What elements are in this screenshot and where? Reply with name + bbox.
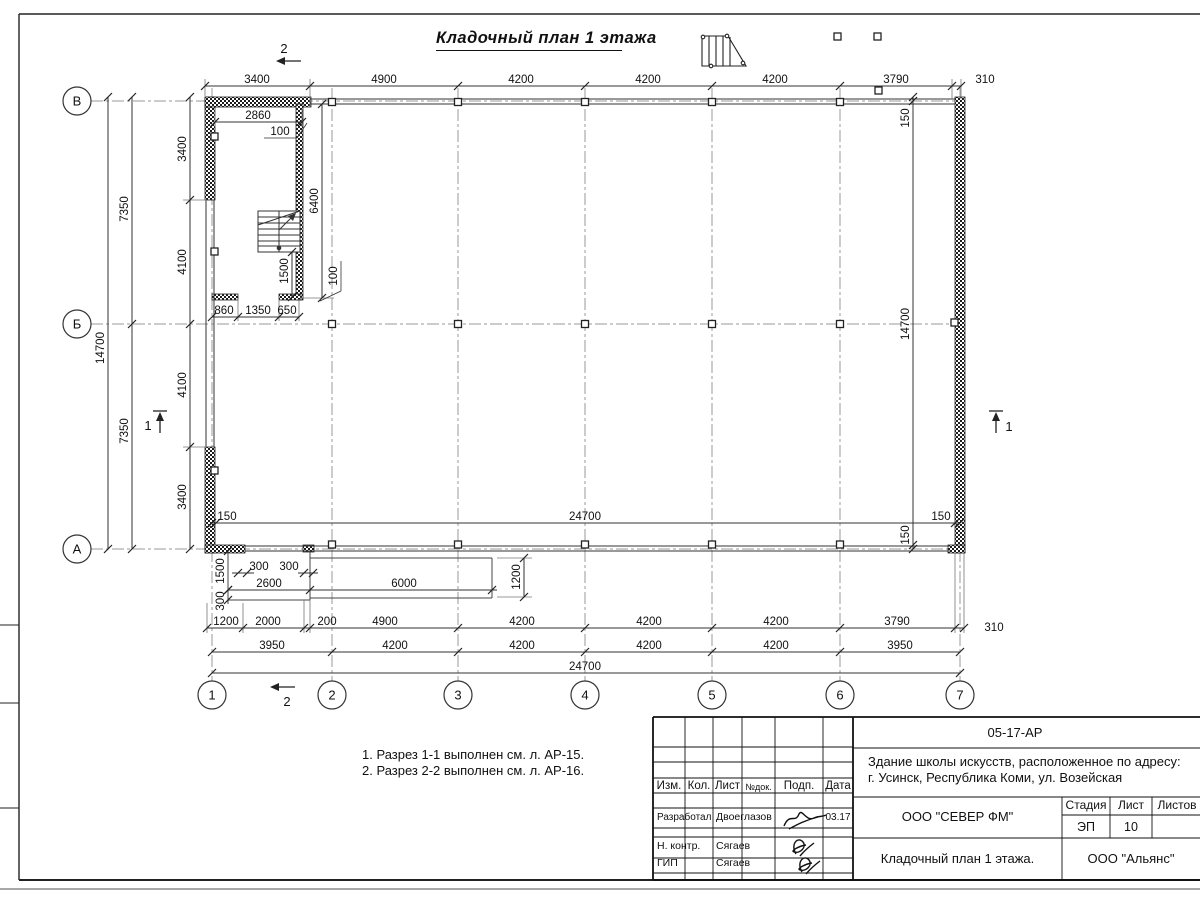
dim-label: 6400: [309, 188, 321, 214]
dim-label: 14700: [95, 332, 107, 364]
dim-label: 150: [900, 108, 912, 128]
dim-label: 300: [279, 561, 299, 573]
axis-label: В: [72, 93, 82, 109]
dim-label: 100: [270, 126, 290, 138]
dim-label: 1: [144, 418, 152, 433]
dim-label: 7350: [119, 196, 131, 222]
dimension-ticks: [104, 82, 968, 677]
dim-label: 4900: [372, 616, 398, 628]
axis-label: А: [72, 541, 82, 557]
dim-label: 4200: [763, 640, 789, 652]
dim-label: 3400: [244, 74, 270, 86]
dim-label: 2860: [245, 110, 271, 122]
axis-label: 6: [836, 687, 844, 703]
note-line-1: 1. Разрез 1-1 выполнен см. л. АР-15.: [362, 747, 585, 762]
signatures: [784, 812, 826, 874]
dim-label: 4200: [636, 640, 662, 652]
document-code: 05-17-АР: [987, 725, 1043, 740]
dim-label: 3400: [177, 136, 189, 162]
role-ncontrol: Н. контр.: [657, 840, 701, 852]
dim-label: 150: [931, 511, 951, 523]
dim-label: 14700: [900, 308, 912, 340]
dim-label: 4200: [509, 640, 535, 652]
dim-label: 24700: [569, 511, 601, 523]
dim-label: 24700: [569, 661, 601, 673]
date-developer: 03.17: [825, 812, 851, 823]
dim-label: 6000: [391, 578, 417, 590]
sheet-number: 10: [1124, 820, 1138, 834]
dim-label: 1200: [213, 616, 239, 628]
dim-label: 310: [984, 622, 1004, 634]
dim-label: 3790: [883, 74, 909, 86]
dim-label: 4200: [509, 616, 535, 628]
doc-title: Кладочный план 1 этажа.: [880, 851, 1035, 866]
dim-label: 4100: [177, 372, 189, 398]
dim-label: 2000: [255, 616, 281, 628]
contractor-company: ООО "Альянс": [1087, 851, 1175, 866]
dim-label: 300: [249, 561, 269, 573]
dim-label: 4200: [763, 616, 789, 628]
dim-label: 4200: [382, 640, 408, 652]
dim-label: 4200: [635, 74, 661, 86]
dim-label: 1500: [279, 258, 291, 284]
name-gip: Сягаев: [716, 857, 751, 869]
dim-label: 4900: [371, 74, 397, 86]
axis-label: 7: [956, 687, 964, 703]
dim-label: 7350: [119, 418, 131, 444]
col-izm: Изм.: [656, 780, 682, 792]
dim-label: 4200: [762, 74, 788, 86]
dim-label: 3950: [887, 640, 913, 652]
col-podp: Подп.: [783, 780, 815, 792]
dim-label: 2: [283, 694, 291, 709]
dim-label: 3400: [177, 484, 189, 510]
dim-label: 310: [975, 74, 995, 86]
dim-label: 200: [317, 616, 337, 628]
role-developer: Разработал: [657, 812, 712, 823]
name-developer: Двоеглазов: [716, 811, 772, 823]
dim-label: 4100: [177, 249, 189, 275]
dim-label: 650: [277, 305, 297, 317]
designer-company: ООО "СЕВЕР ФМ": [901, 809, 1014, 824]
col-data: Дата: [825, 780, 851, 792]
stage-value: ЭП: [1077, 820, 1095, 834]
dim-label: 2600: [256, 578, 282, 590]
dim-label: 1500: [215, 558, 227, 584]
role-gip: ГИП: [657, 857, 678, 869]
sheet-label: Лист: [1117, 798, 1145, 812]
axis-label: 5: [708, 687, 716, 703]
axis-label: 4: [581, 687, 589, 703]
dim-label: 3950: [259, 640, 285, 652]
section-marks: [153, 57, 1003, 691]
dim-label: 4200: [636, 616, 662, 628]
stage-label: Стадия: [1065, 798, 1107, 812]
dim-label: 860: [214, 305, 234, 317]
col-list: Лист: [715, 780, 740, 792]
project-name-line2: г. Усинск, Республика Коми, ул. Возейская: [868, 770, 1123, 785]
dim-label: 300: [215, 591, 227, 611]
dimension-lines: [108, 86, 964, 673]
axis-label: 3: [454, 687, 462, 703]
stair: [258, 211, 300, 252]
axis-label: 1: [208, 687, 216, 703]
dim-label: 1200: [511, 564, 523, 590]
name-ncontrol: Сягаев: [716, 840, 751, 852]
axis-label: Б: [72, 316, 82, 332]
col-ndok: №док.: [745, 782, 772, 792]
col-kol: Кол.: [687, 780, 711, 792]
dim-label: 2: [280, 41, 288, 56]
dim-label: 1350: [245, 305, 271, 317]
dim-label: 1: [1005, 419, 1013, 434]
dim-label: 4200: [508, 74, 534, 86]
page-title: Кладочный план 1 этажа: [436, 29, 622, 51]
legend-symbol: [701, 34, 746, 68]
dim-label: 150: [217, 511, 237, 523]
project-name-line1: Здание школы искусств, расположенное по адресу:: [868, 754, 1181, 769]
note-line-2: 2. Разрез 2-2 выполнен см. л. АР-16.: [362, 763, 585, 778]
dim-label: 150: [900, 525, 912, 545]
dim-label: 100: [328, 266, 340, 286]
sheets-label: Листов: [1157, 798, 1197, 812]
axis-label: 2: [328, 687, 336, 703]
dim-label: 3790: [884, 616, 910, 628]
